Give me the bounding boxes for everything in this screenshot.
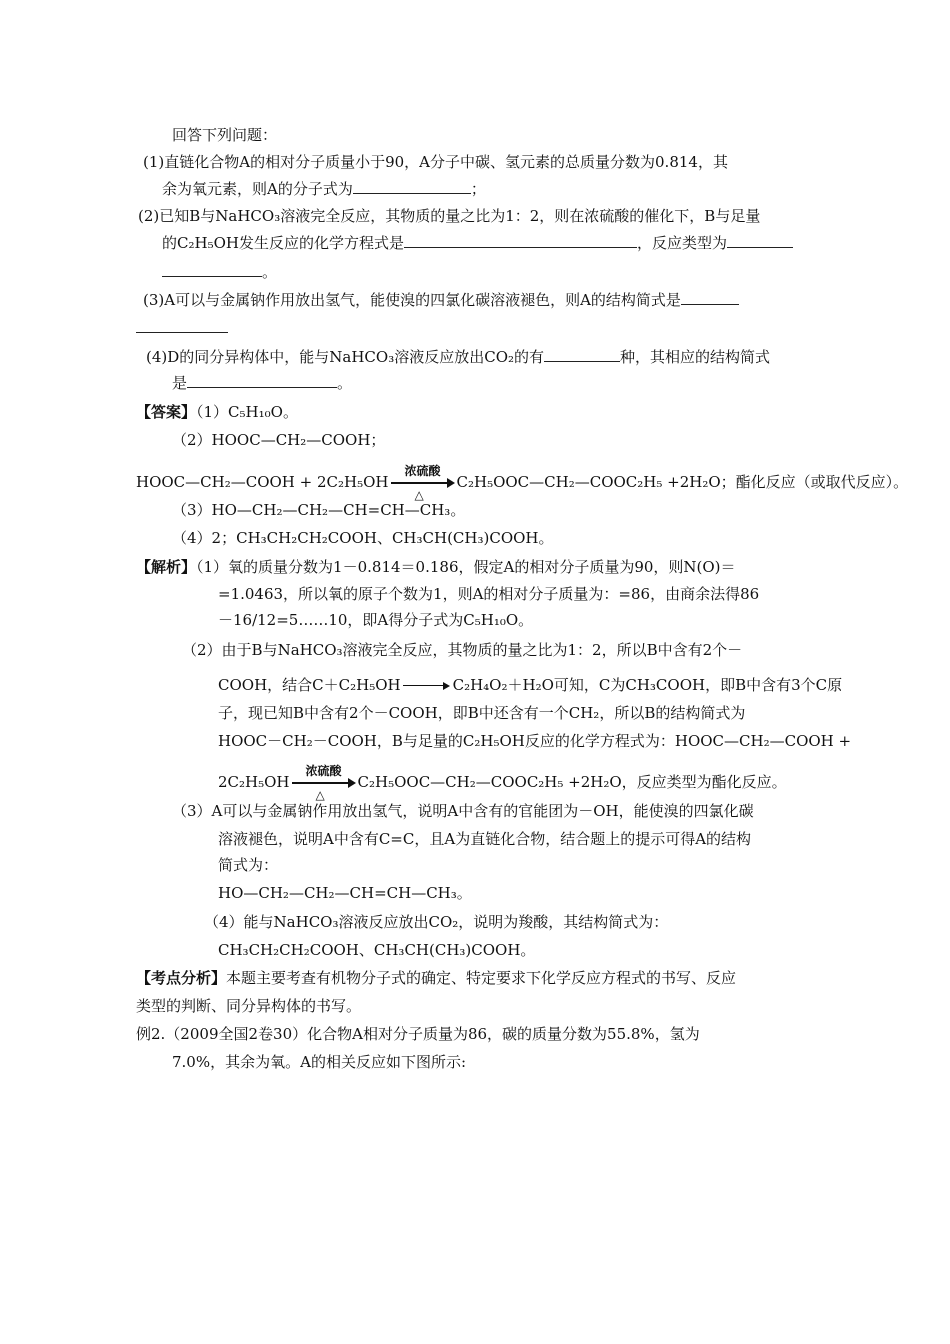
reaction-arrow: [391, 464, 455, 502]
question-2-end: 。: [262, 263, 278, 281]
analysis-line-1: [136, 557, 736, 577]
kaodian-label: 【考点分析】: [136, 969, 227, 987]
analysis-label: 【解析】: [136, 558, 197, 576]
question-4-mid: 种，其相应的结构简式: [620, 348, 771, 366]
answer-3: （3）HO—CH₂—CH₂—CH=CH—CH₃。: [172, 501, 466, 519]
answer-blank: [162, 262, 262, 277]
analysis-2-line-2: [218, 675, 842, 695]
question-1-end: ；: [470, 180, 486, 198]
catalyst-label: 浓硫酸: [305, 764, 342, 778]
analysis-1-line-2: =1.0463，所以氧的原子个数为1，则A的相对分子质量为：=86，由商余法得86: [218, 585, 760, 603]
analysis-2-line-5: [218, 764, 787, 802]
heat-symbol: △: [414, 488, 424, 502]
question-2-line-2: [162, 233, 793, 253]
analysis-3-line-2: 溶液褪色，说明A中含有C=C，且A为直链化合物，结合题上的提示可得A的结构: [218, 830, 752, 848]
question-3-text: (3)A可以与金属钠作用放出氢气，能使溴的四氯化碳溶液褪色，则A的结构简式是: [143, 291, 681, 309]
reaction-arrow: [403, 679, 451, 693]
kaodian-text: 本题主要考查有机物分子式的确定、特定要求下化学反应方程式的书写、反应: [226, 969, 737, 987]
answer-blank: [136, 318, 228, 333]
analysis-2-line-4: HOOC－CH₂－COOH，B与足量的C₂H₅OH反应的化学方程式为：HOOC—CH₂—COOH +: [218, 732, 852, 750]
question-1-line-2: [162, 179, 486, 199]
analysis-1-text: （1）氧的质量分数为1－0.814＝0.186，假定A的相对分子质量为90，则N(O)＝: [196, 558, 736, 576]
question-2-mid: ，反应类型为: [636, 234, 727, 252]
answer-1: （1）C₅H₁₀O。: [196, 403, 298, 421]
analysis-2-text: COOH，结合C＋C₂H₅OH: [218, 676, 401, 694]
equation-reactants: HOOC—CH₂—COOH + 2C₂H₅OH: [136, 473, 389, 491]
heat-symbol: △: [315, 788, 325, 802]
question-2-line-3: [162, 262, 277, 282]
analysis-3-line-1: （3）A可以与金属钠作用放出氢气，说明A中含有的官能团为－OH，能使溴的四氯化碳: [172, 802, 754, 820]
analysis-2-products: C₂H₅OOC—CH₂—COOC₂H₅ +2H₂O，反应类型为酯化反应。: [357, 773, 787, 791]
question-1-line-1: (1)直链化合物A的相对分子质量小于90，A分子中碳、氢元素的总质量分数为0.814，其: [143, 153, 728, 171]
analysis-2-reactant: 2C₂H₅OH: [218, 773, 290, 791]
question-4-line-1: [146, 347, 770, 367]
answer-4: （4）2；CH₃CH₂CH₂COOH、CH₃CH(CH₃)COOH。: [172, 529, 554, 547]
example-2-line-1: 例2.（2009全国2卷30）化合物A相对分子质量为86，碳的质量分数为55.8%，氢为: [136, 1025, 700, 1043]
question-4-line-2: [172, 373, 352, 393]
kaodian-line-1: [136, 968, 736, 988]
analysis-1-line-3: －16/12=5……10，即A得分子式为C₅H₁₀O。: [218, 611, 534, 629]
answer-line-1: [136, 402, 298, 422]
answer-equation: [136, 464, 909, 502]
answer-blank: [544, 347, 620, 362]
question-3-line-2: [136, 318, 228, 338]
analysis-2-text-2: C₂H₄O₂＋H₂O可知，C为CH₃COOH，即B中含有3个C原: [452, 676, 843, 694]
reaction-arrow: [292, 764, 356, 802]
answer-blank: [404, 233, 637, 248]
equation-products: C₂H₅OOC—CH₂—COOC₂H₅ +2H₂O；酯化反应（或取代反应）。: [456, 473, 909, 491]
example-2-line-2: 7.0%，其余为氧。A的相关反应如下图所示:: [172, 1053, 466, 1071]
question-2-text: 的C₂H₅OH发生反应的化学方程式是: [162, 234, 404, 252]
answer-blank: [187, 373, 337, 388]
analysis-3-line-3: 简式为：: [218, 856, 279, 874]
analysis-2-line-3: 子，现已知B中含有2个－COOH，即B中还含有一个CH₂，所以B的结构简式为: [218, 704, 746, 722]
question-4-text-2: 是: [172, 374, 188, 392]
question-3-line-1: [143, 290, 739, 310]
answer-blank: [353, 179, 471, 194]
analysis-2-line-1: （2）由于B与NaHCO₃溶液完全反应，其物质的量之比为1：2，所以B中含有2个－: [182, 641, 743, 659]
answer-2: （2）HOOC—CH₂—COOH；: [172, 431, 386, 449]
question-4-end: 。: [337, 374, 353, 392]
question-intro: 回答下列问题：: [172, 126, 278, 144]
catalyst-label: 浓硫酸: [404, 464, 441, 478]
analysis-4-line-2: CH₃CH₂CH₂COOH、CH₃CH(CH₃)COOH。: [218, 941, 536, 959]
question-2-line-1: (2)已知B与NaHCO₃溶液完全反应，其物质的量之比为1：2，则在浓硫酸的催化下，B与足量: [138, 207, 761, 225]
answer-label: 【答案】: [136, 403, 197, 421]
answer-blank: [727, 233, 793, 248]
question-4-text: (4)D的同分异构体中，能与NaHCO₃溶液反应放出CO₂的有: [146, 348, 544, 366]
kaodian-line-2: 类型的判断、同分异构体的书写。: [136, 997, 362, 1015]
analysis-4-line-1: （4）能与NaHCO₃溶液反应放出CO₂，说明为羧酸，其结构简式为：: [204, 913, 669, 931]
question-1-text: 余为氧元素，则A的分子式为: [162, 180, 353, 198]
analysis-3-line-4: HO—CH₂—CH₂—CH=CH—CH₃。: [218, 884, 472, 902]
answer-blank: [681, 290, 739, 305]
